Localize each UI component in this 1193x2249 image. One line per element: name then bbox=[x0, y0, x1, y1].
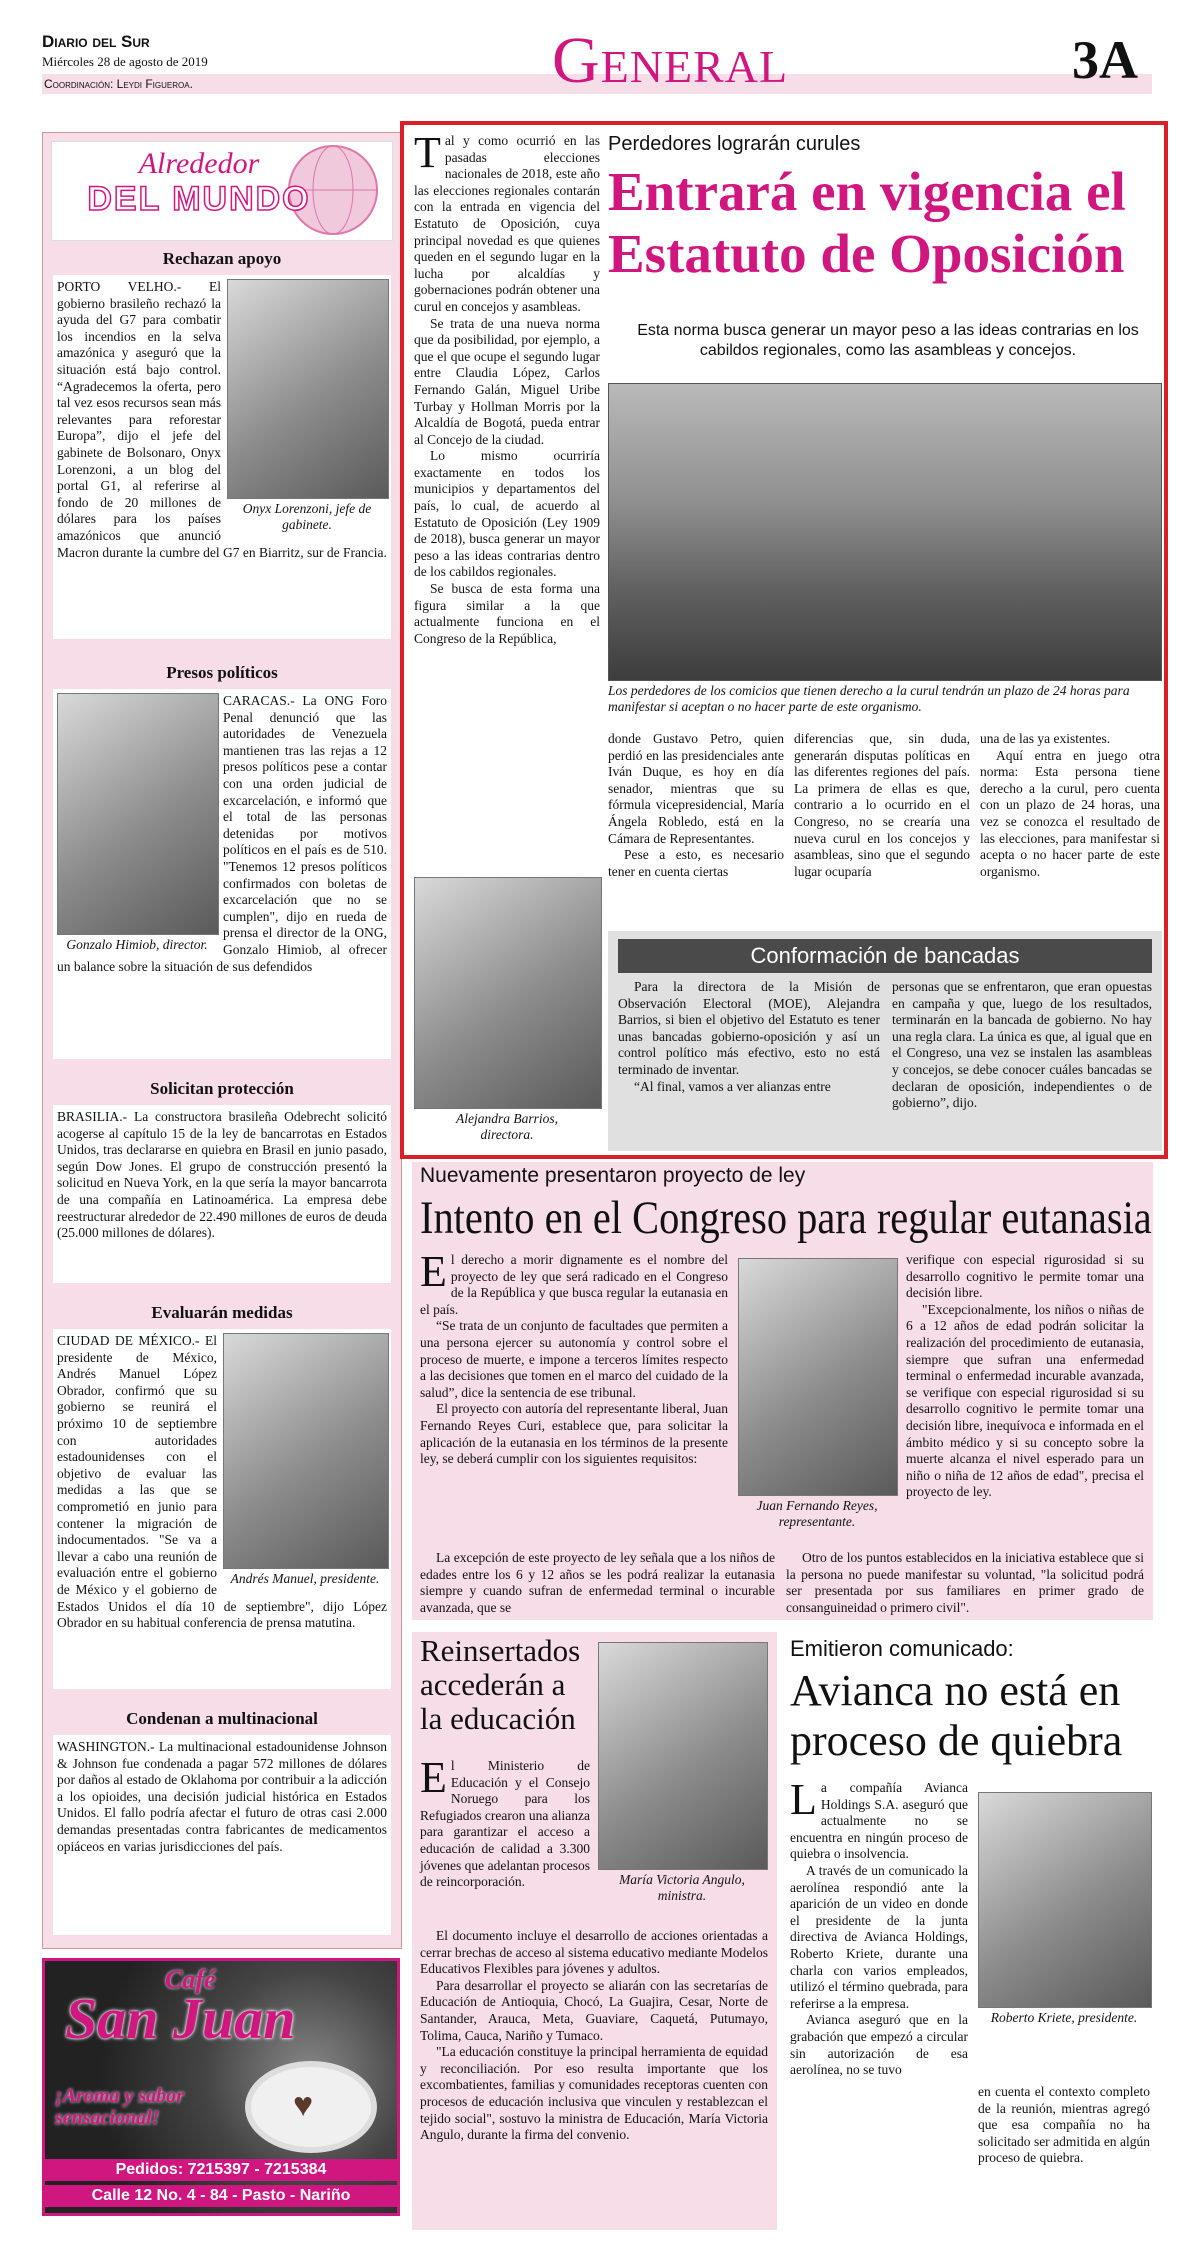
world-logo-text: Alrededor DEL MUNDO bbox=[87, 147, 311, 218]
brief-text-condenan: WASHINGTON.- La multinacional estadounidense Johnson & Johnson fue condenada a pagar 572 millones de dólares por daños al estado de Oklahoma por contribuir a la adicción a los opioides, una decisión judicial histórica en Estados Unidos. El fallo podría afectar el futuro de otras casi 2.000 demandas presentadas contra fabricantes de medicamentos opiáceos en varias jurisdicciones del país. bbox=[57, 1739, 387, 1854]
lead-col2-p2: Pese a esto, es necesario tener en cuenta ciertas bbox=[608, 847, 784, 879]
lead-col3 bbox=[794, 731, 970, 880]
lead-col1 bbox=[414, 128, 600, 647]
brief-text-solicitan: BRASILIA.- La constructora brasileña Odebrecht solicitó acogerse al capítulo 15 de la ley de bancarrotas en Estados Unidos, tras declararse en quiebra en Brasil en junio pasado, según Dow Jones. El grupo de construcción presentó la solicitud en Nueva York, en la que sería la mayor bancarrota de una compañía en Latinoamérica. La empresa debe reestructurar alrededor de 22.490 millones de euros de deuda (25.000 millones de dólares). bbox=[57, 1109, 387, 1241]
brief-title-rechazan: Rechazan apoyo bbox=[162, 249, 282, 268]
dropcap-e: E bbox=[420, 1247, 447, 1296]
euthanasia-p2: “Se trata de un conjunto de facultades que permiten a una persona ejercer su autonomía y control sobre el proceso de muerte, e impone a terceros límites respecto a las decisiones que tomen en el marco del cuidado de la salud”, dice la sentencia de ese tribunal. bbox=[420, 1318, 728, 1400]
euthanasia-p7: Otro de los puntos establecidos en la iniciativa establece que si la persona no puede manifestar su voluntad, "la solicitud podrá ser presentada por sus familiares en primer grado de consanguineidad o primero civil". bbox=[786, 1550, 1144, 1615]
lead-deck: Esta norma busca generar un mayor peso a las ideas contrarias en los cabildos regionales, como las asambleas y concejos. bbox=[637, 322, 1139, 359]
euthanasia-p4: La excepción de este proyecto de ley señala que a los niños de edades entre los 6 y 12 años se les podrá realizar la eutanasia siempre y cuando sufran de enfermedad terminal o incurable avanzada, que se bbox=[420, 1550, 775, 1615]
education-p2: El documento incluye el desarrollo de acciones orientadas a cerrar brechas de acceso al sistema educativo mediante Modelos Educativos Flexibles para jóvenes y adultos. bbox=[420, 1928, 768, 1977]
bancadas-left-p1: Para la directora de la Misión de Observación Electoral (MOE), Alejandra Barrios, si bien el objetivo del Estatuto es tener unas bancadas gobierno-oposición y así un control político más efectivo, esto no está terminado de inventar. bbox=[618, 979, 880, 1077]
brief-text-rechazan: PORTO VELHO.- El gobierno brasileño rechazó la ayuda del G7 para combatir los incendios en la selva amazónica y aseguró que la situación está bajo control. “Agradecemos la oferta, pero tal vez esos recursos sean más relevantes para reforestar Europa”, dijo el jefe del gabinete de Bolsonaro, Onyx Lorenzoni, a un blog del portal G1, al referirse al fondo de 20 millones de dólares para los países amazónicos que anunció Macron durante la cumbre del G7 en Biarritz, sur de Francia. bbox=[57, 279, 387, 560]
caption-roberto: Roberto Kriete, presidente. bbox=[990, 2010, 1138, 2025]
lead-photo-caption: Los perdedores de los comicios que tienen derecho a la curul tendrán un plazo de 24 horas para manifestar si aceptan o no hacer parte de este organismo. bbox=[608, 683, 1130, 714]
education-full bbox=[420, 1928, 768, 2144]
brief-rechazan bbox=[53, 275, 391, 639]
photo-roberto-kriete bbox=[978, 1792, 1152, 2008]
dropcap-l: L bbox=[790, 1775, 817, 1824]
portrait-roberto-kriete bbox=[978, 1792, 1150, 2026]
portrait-alejandra-barrios bbox=[414, 877, 600, 1143]
photo-gonzalo-himiob bbox=[57, 693, 219, 935]
avianca-col1 bbox=[790, 1775, 968, 2079]
section-title: General bbox=[552, 24, 789, 97]
photo-alejandra bbox=[414, 877, 602, 1109]
bancadas-left bbox=[618, 979, 880, 1095]
coordination: Coordinación: Leydi Figueroa. bbox=[44, 77, 193, 91]
lead-col1-p4: Se busca de esta forma una figura similar a la que actualmente funciona en el Congreso de la República, bbox=[414, 581, 600, 646]
avianca-story bbox=[786, 1632, 1153, 2230]
brief-title-condenan: Condenan a multinacional bbox=[126, 1709, 318, 1728]
ad-brand: San Juan bbox=[65, 1986, 296, 2051]
brief-presos bbox=[53, 689, 391, 1059]
world-logo bbox=[51, 141, 393, 241]
avianca-col2 bbox=[978, 2084, 1150, 2167]
education-p3: Para desarrollar el proyecto se aliarán con las secretarías de Educación de Antioquia, Chocó, La Guajira, Cesar, Norte de Santander, Arauca, Meta, Guaviare, Caquetá, Putumayo, Tolima, Cauca, Nariño y Tumaco. bbox=[420, 1977, 768, 2043]
brief-title-evaluaran: Evaluarán medidas bbox=[151, 1303, 293, 1322]
euthanasia-col1b bbox=[420, 1550, 775, 1616]
euthanasia-col3 bbox=[906, 1252, 1144, 1501]
brief-evaluaran bbox=[53, 1329, 391, 1689]
photo-onyx-lorenzoni bbox=[227, 279, 389, 499]
education-story bbox=[412, 1632, 777, 2230]
bancadas-right-p1: personas que se enfrentaron, que eran opuestas en campaña y que, luego de los resultados, terminarán en la bancada de gobierno. No hay una regla clara. La única es que, al igual que en el Congreso, una vez se instalen las asambleas y concejos, se debe conocer cuáles bancadas se declaran de oposición, independientes o de gobierno”, dijo. bbox=[892, 979, 1152, 1111]
issue-date: Miércoles 28 de agosto de 2019 bbox=[42, 54, 208, 69]
bancadas-title: Conformación de bancadas bbox=[618, 939, 1152, 973]
coffee-cup-icon: ♥ bbox=[245, 2061, 377, 2153]
ad-slogan: ¡Aroma y sabor sensacional! bbox=[55, 2085, 184, 2129]
euthanasia-p1: l derecho a morir dignamente es el nombre del proyecto de ley que será radicado en el Congreso de la República y que busca regular la eutanasia en el país. bbox=[420, 1252, 728, 1317]
portrait-juan-fernando-reyes bbox=[738, 1258, 896, 1530]
euthanasia-p5: verifique con especial rigurosidad si su desarrollo cognitivo le permite tomar una decisión libre. bbox=[906, 1252, 1144, 1301]
bancadas-box bbox=[608, 931, 1162, 1151]
euthanasia-story bbox=[412, 1162, 1153, 1620]
lead-col2-p1: donde Gustavo Petro, quien perdió en las presidenciales ante Iván Duque, es hoy en día senador, mientras que su fórmula vicepresidencial, María Ángela Robledo, está en la Cámara de Representantes. bbox=[608, 731, 784, 846]
ad-brand-top: Café bbox=[165, 1965, 216, 1994]
lead-col4-p1: una de las ya existentes. bbox=[980, 731, 1111, 746]
avianca-p2: A través de un comunicado la aerolínea respondió ante la aparición de un video en donde el presidente de la junta directiva de Avianca Holdings, Roberto Kriete, durante una charla con varios empleados, utilizó el término quebrada, para referirse a la empresa. bbox=[790, 1862, 968, 2011]
euthanasia-p6: "Excepcionalmente, los niños o niñas de 6 a 12 años de edad podrán solicitar la realización del procedimiento de eutanasia, siempre que sufran una enfermedad terminal o enfermedad incurable avanzada, se verifique con especial rigurosidad si su desarrollo cognitivo le permite tomar una decisión libre, inequívoca e informada en el ámbito médico y si su concepto sobre la muerte alcanza el nivel esperado para un niño o niña de 12 años de edad", precisa el proyecto de ley. bbox=[906, 1301, 1144, 1500]
euthanasia-p3: El proyecto con autoría del representante liberal, Juan Fernando Reyes Curi, establece que, para solicitar la aplicación de la eutanasia en los términos de la presente ley, se deberá cumplir con los siguientes requisitos: bbox=[420, 1401, 728, 1467]
lead-kicker: Perdedores lograrán curules bbox=[608, 133, 861, 155]
photo-maria-victoria bbox=[598, 1642, 768, 1870]
ad-address: Calle 12 No. 4 - 84 - Pasto - Nariño bbox=[45, 2185, 397, 2207]
education-col1 bbox=[420, 1753, 590, 1891]
lead-col2 bbox=[608, 731, 784, 880]
caption-juan-fernando: Juan Fernando Reyes, representante. bbox=[756, 1498, 878, 1529]
photo-amlo bbox=[223, 1333, 389, 1569]
education-p1: l Ministerio de Educación y el Consejo Noruego para los Refugiados crearon una alianza para garantizar el acceso a educación de calidad a 3.300 jóvenes que adelantan procesos de reincorporación. bbox=[420, 1758, 590, 1890]
education-p4: "La educación constituye la principal herramienta de equidad y reconciliación. Por eso resulta importante que los excombatientes, familias y comunidades receptoras cuenten con procesos de educación inclusiva que vinculen y restablezcan el tejido social", sostuvo la ministra de Educación, María Victoria Angulo, durante la firma del convenio. bbox=[420, 2044, 768, 2143]
paper-name: Diario del Sur bbox=[42, 32, 150, 51]
brief-text-evaluaran: CIUDAD DE MÉXICO.- El presidente de México, Andrés Manuel López Obrador, confirmó que su gobierno se reunirá el próximo 10 de septiembre con autoridades estadounidenses con el objetivo de evaluar las medidas a las que se comprometió en junio para contener la migración de indocumentados. "Se va a llevar a cabo una reunión de evaluación entre el gobierno de México y el gobierno de Estados Unidos el día 10 de septiembre", dijo López Obrador en su habitual conferencia de prensa matutina. bbox=[57, 1333, 387, 1631]
portrait-maria-victoria bbox=[598, 1642, 766, 1904]
euthanasia-headline: Intento en el Congreso para regular eutanasia bbox=[420, 1192, 1152, 1244]
caption-gonzalo: Gonzalo Himiob, director. bbox=[66, 937, 208, 952]
lead-col3-p1: diferencias que, sin duda, generarán disputas políticas en las diferentes regiones del país. La primera de ellas es que, contrario a lo ocurrido en el Congreso, no se crearía una nueva curul en los concejos y asambleas, sino que el segundo lugar ocuparía bbox=[794, 731, 970, 879]
photo-juan-fernando bbox=[738, 1258, 898, 1496]
cafe-san-juan-ad bbox=[42, 1958, 400, 2216]
lead-col1-p2: Se trata de una nueva norma que da posibilidad, por ejemplo, a que el que ocupe el segundo lugar entre Claudia López, Carlos Fernando Galán, Miguel Uribe Turbay y Hollman Morris por la Alcaldía de Bogotá, pueda entrar al Concejo de la ciudad. bbox=[414, 315, 600, 447]
brief-title-solicitan: Solicitan protección bbox=[150, 1079, 294, 1098]
lead-headline: Entrará en vigencia el Estatuto de Oposición bbox=[608, 161, 1126, 284]
brief-solicitan bbox=[53, 1105, 391, 1283]
euthanasia-col1 bbox=[420, 1247, 728, 1468]
brief-text-presos: CARACAS.- La ONG Foro Penal denunció que las autoridades de Venezuela mantienen tras las rejas a 12 presos políticos pese a contar con una orden judicial de excarcelación, e informó que el total de las personas detenidas por motivos políticos en el país es de 510. "Tenemos 12 presos políticos confirmados con boletas de excarcelación que no se cumplen", dijo en rueda de prensa el director de la ONG, Gonzalo Himiob, al ofrecer un balance sobre la situación de sus defendidos bbox=[57, 693, 387, 974]
avianca-p3: Avianca aseguró que en la grabación que empezó a circular sin autorización de esa aerolínea, no se tuvo bbox=[790, 2012, 968, 2078]
caption-onyx: Onyx Lorenzoni, jefe de gabinete. bbox=[242, 501, 372, 532]
brief-condenan bbox=[53, 1735, 391, 1935]
dropcap-e2: E bbox=[420, 1753, 447, 1802]
euthanasia-kicker: Nuevamente presentaron proyecto de ley bbox=[420, 1164, 806, 1187]
education-headline: Reinsertados accederán a la educación bbox=[420, 1633, 581, 1736]
lead-col1-p3: Lo mismo ocurriría exactamente en todos los municipios y departamentos del país, lo cual, de acuerdo al Estatuto de Oposición (Ley 1909 de 2018), busca generar un mayor peso a las ideas contrarias dentro de los cabildos regionales. bbox=[414, 448, 600, 580]
euthanasia-col3b bbox=[786, 1550, 1144, 1616]
masthead bbox=[42, 24, 1152, 118]
lead-story bbox=[400, 121, 1168, 1159]
lead-col4-p2: Aquí entra en juego otra norma: Esta persona tiene derecho a la curul, pero cuenta con un plazo de 24 horas, una vez se conozca el resultado de las elecciones, para manifestar si acepta o no hacer parte de este organismo. bbox=[980, 747, 1160, 879]
avianca-kicker: Emitieron comunicado: bbox=[790, 1636, 1014, 1661]
lead-col1-p1: al y como ocurrió en las pasadas elecciones nacionales de 2018, este año las elecciones regionales contarán con la entrada en vigencia del Estatuto de Oposición, cuya principal novedad es que quienes queden en el segundo lugar en la lucha por alcaldías y gobernaciones podrán obtener una curul en concejos y asambleas. bbox=[414, 133, 600, 314]
lead-photo bbox=[608, 383, 1162, 681]
caption-maria-victoria: María Victoria Angulo, ministra. bbox=[619, 1872, 745, 1903]
caption-alejandra: Alejandra Barrios, directora. bbox=[455, 1111, 558, 1142]
world-briefs-column bbox=[42, 132, 402, 1949]
avianca-p4: en cuenta el contexto completo de la reunión, mientras agregó que esa compañía no ha solicitado ser admitida en algún proceso de quiebra. bbox=[978, 2084, 1150, 2166]
lead-col4 bbox=[980, 731, 1160, 880]
avianca-p1: a compañía Avianca Holdings S.A. aseguró que actualmente no se encuentra en ningún proceso de quiebra o insolvencia. bbox=[790, 1780, 968, 1862]
avianca-headline: Avianca no está en proceso de quiebra bbox=[790, 1666, 1123, 1765]
page-number: 3A bbox=[1072, 30, 1138, 90]
ad-phones: Pedidos: 7215397 - 7215384 bbox=[45, 2159, 397, 2181]
caption-amlo: Andrés Manuel, presidente. bbox=[230, 1571, 380, 1586]
bancadas-right bbox=[892, 979, 1152, 1112]
bancadas-left-p2: “Al final, vamos a ver alianzas entre bbox=[634, 1078, 831, 1094]
brief-title-presos: Presos políticos bbox=[166, 663, 278, 682]
dropcap-t: T bbox=[414, 128, 441, 177]
